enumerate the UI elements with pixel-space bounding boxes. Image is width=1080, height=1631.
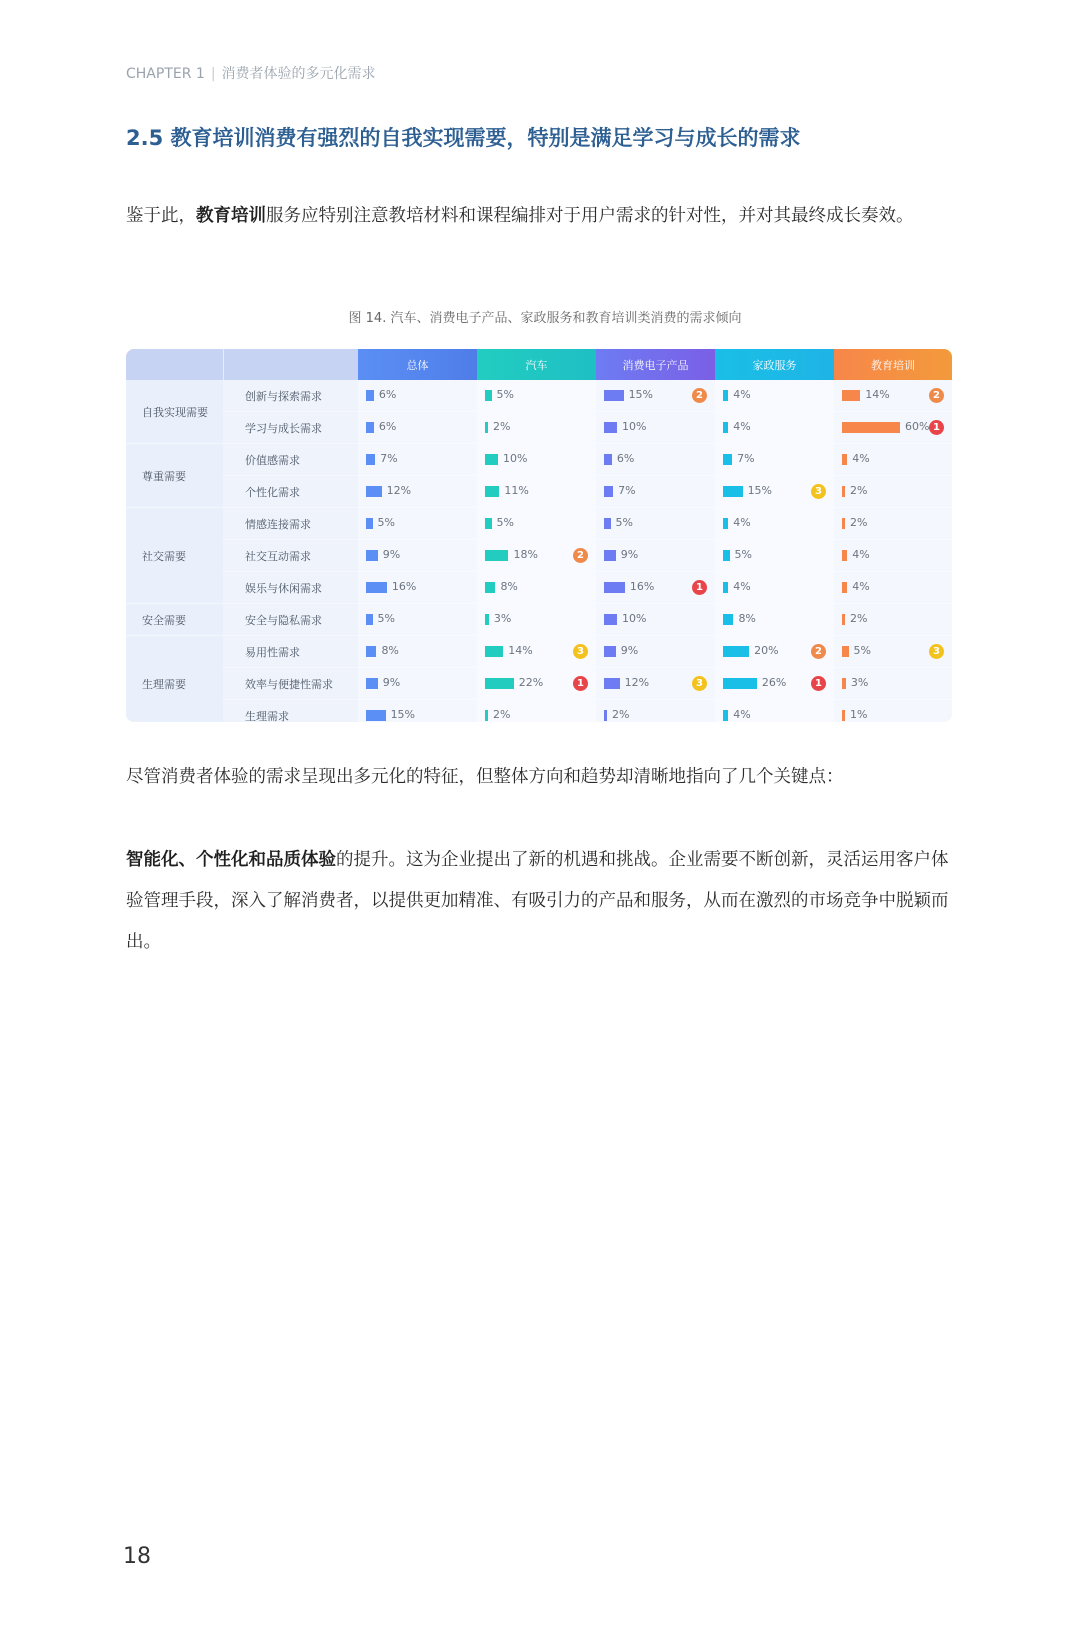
- value-cell: [477, 540, 596, 572]
- value-label: 4%: [852, 548, 870, 561]
- value-bar: [485, 582, 495, 593]
- value-label: 2%: [850, 612, 868, 625]
- value-bar: [366, 550, 378, 561]
- value-label: 60%: [905, 420, 930, 433]
- rank-badge: 1: [811, 676, 826, 691]
- need-group-label: 生理需要: [126, 636, 223, 723]
- value-bar: [723, 390, 728, 401]
- value-bar: [485, 678, 514, 689]
- value-bar: [604, 678, 620, 689]
- value-cell: [477, 508, 596, 540]
- value-cell: [715, 444, 834, 476]
- value-bar: [366, 710, 386, 721]
- value-cell: [715, 604, 834, 636]
- value-label: 5%: [853, 644, 871, 657]
- demand-table-container: [126, 349, 952, 722]
- chapter-label: CHAPTER 1: [126, 66, 205, 82]
- value-bar: [723, 582, 728, 593]
- value-label: 11%: [504, 484, 529, 497]
- summary-paragraph: 尽管消费者体验的需求呈现出多元化的特征，但整体方向和趋势却清晰地指向了几个关键点：: [126, 767, 844, 787]
- value-cell: [596, 476, 715, 508]
- need-group-label: 自我实现需要: [126, 380, 223, 444]
- value-cell: [596, 700, 715, 723]
- need-item-label: 生理需求: [223, 700, 358, 723]
- value-label: 15%: [390, 708, 416, 721]
- rank-badge: 1: [573, 676, 588, 691]
- value-label: 7%: [618, 484, 636, 497]
- demand-table: [126, 349, 952, 722]
- header-blank-group: [126, 349, 223, 380]
- value-label: 6%: [378, 420, 397, 433]
- table-row: [126, 572, 952, 604]
- value-label: 5%: [377, 612, 395, 625]
- value-bar: [485, 454, 498, 465]
- value-cell: [358, 668, 477, 700]
- value-bar: [723, 518, 728, 529]
- page-number: 18: [123, 1544, 151, 1569]
- value-bar: [723, 454, 732, 465]
- value-cell: [596, 636, 715, 668]
- conclusion-text-post: 的提升。这为企业提出了新的机遇和挑战。企业需要不断创新，灵活运用客户体验管理手段，深入了解消费者，以提供更加精准、有吸引力的产品和服务，从而在激烈的市场竞争中脱颖而出。: [126, 850, 949, 952]
- value-label: 7%: [380, 452, 398, 465]
- value-bar: [842, 454, 847, 465]
- value-bar: [842, 646, 849, 657]
- value-cell: [834, 636, 952, 668]
- value-label: 4%: [852, 452, 870, 465]
- value-bar: [604, 518, 611, 529]
- value-label: 3%: [493, 612, 512, 625]
- value-cell: [477, 572, 596, 604]
- column-header: 总体: [358, 349, 477, 380]
- value-label: 5%: [496, 388, 514, 401]
- value-cell: [834, 380, 952, 412]
- value-label: 4%: [733, 708, 751, 721]
- value-bar: [604, 422, 617, 433]
- value-cell: [477, 444, 596, 476]
- value-label: 5%: [377, 516, 395, 529]
- value-bar: [723, 614, 733, 625]
- value-cell: [834, 668, 952, 700]
- value-bar: [604, 614, 617, 625]
- rank-badge: 2: [929, 388, 944, 403]
- need-item-label: 安全与隐私需求: [223, 604, 358, 636]
- rank-badge: 2: [692, 388, 707, 403]
- table-body: [126, 380, 952, 722]
- value-cell: [834, 444, 952, 476]
- need-item-label: 学习与成长需求: [223, 412, 358, 444]
- value-cell: [596, 604, 715, 636]
- need-item-label: 娱乐与休闲需求: [223, 572, 358, 604]
- value-cell: [715, 508, 834, 540]
- value-label: 9%: [620, 548, 639, 561]
- value-label: 9%: [620, 644, 639, 657]
- value-cell: [834, 412, 952, 444]
- need-item-label: 效率与便捷性需求: [223, 668, 358, 700]
- table-row: [126, 604, 952, 636]
- table-row: [126, 412, 952, 444]
- value-bar: [842, 582, 847, 593]
- value-label: 10%: [503, 452, 528, 465]
- value-cell: [358, 636, 477, 668]
- value-label: 10%: [622, 420, 647, 433]
- value-label: 12%: [386, 484, 412, 497]
- need-group-label: 尊重需要: [126, 444, 223, 508]
- value-label: 16%: [629, 580, 655, 593]
- value-cell: [596, 572, 715, 604]
- value-cell: [358, 476, 477, 508]
- value-cell: [715, 572, 834, 604]
- value-bar: [723, 550, 730, 561]
- value-label: 15%: [747, 484, 773, 497]
- need-item-label: 个性化需求: [223, 476, 358, 508]
- value-cell: [477, 636, 596, 668]
- value-bar: [366, 678, 378, 689]
- value-label: 20%: [754, 644, 779, 657]
- value-cell: [358, 380, 477, 412]
- value-bar: [604, 646, 616, 657]
- value-label: 9%: [382, 676, 401, 689]
- value-label: 2%: [493, 708, 511, 721]
- value-cell: [596, 668, 715, 700]
- need-group-label: 安全需要: [126, 604, 223, 636]
- section-title: 2.5 教育培训消费有强烈的自我实现需要，特别是满足学习与成长的需求: [126, 126, 801, 150]
- value-label: 4%: [733, 580, 751, 593]
- value-bar: [485, 646, 503, 657]
- value-label: 4%: [733, 420, 751, 433]
- value-cell: [715, 380, 834, 412]
- table-header-row: [126, 349, 952, 380]
- value-label: 15%: [628, 388, 654, 401]
- rank-badge: 3: [811, 484, 826, 499]
- value-cell: [834, 700, 952, 723]
- table-row: [126, 636, 952, 668]
- value-bar: [842, 678, 846, 689]
- need-item-label: 情感连接需求: [223, 508, 358, 540]
- value-bar: [842, 710, 845, 721]
- value-label: 4%: [733, 388, 751, 401]
- value-label: 9%: [382, 548, 401, 561]
- table-row: [126, 700, 952, 723]
- column-header: 家政服务: [715, 349, 834, 380]
- intro-paragraph: [126, 196, 964, 237]
- value-cell: [477, 604, 596, 636]
- value-bar: [366, 454, 375, 465]
- value-label: 6%: [616, 452, 635, 465]
- rank-badge: 3: [573, 644, 588, 659]
- value-bar: [723, 710, 728, 721]
- need-item-label: 社交互动需求: [223, 540, 358, 572]
- figure-caption: 图 14. 汽车、消费电子产品、家政服务和教育培训类消费的需求倾向: [348, 311, 742, 326]
- value-bar: [604, 550, 616, 561]
- intro-text-pre: 鉴于此，: [126, 206, 196, 226]
- value-bar: [723, 422, 728, 433]
- table-row: [126, 476, 952, 508]
- intro-text-bold: 教育培训: [196, 206, 266, 226]
- table-row: [126, 444, 952, 476]
- value-label: 5%: [615, 516, 633, 529]
- value-label: 12%: [624, 676, 650, 689]
- value-cell: [477, 700, 596, 723]
- value-cell: [596, 444, 715, 476]
- intro-text-post: 服务应特别注意教培材料和课程编排对于用户需求的针对性，并对其最终成长奏效。: [266, 206, 914, 226]
- value-bar: [485, 710, 488, 721]
- chapter-separator: |: [210, 66, 216, 82]
- value-cell: [358, 444, 477, 476]
- value-cell: [834, 540, 952, 572]
- value-label: 8%: [738, 612, 756, 625]
- conclusion-text-bold: 智能化、个性化和品质体验: [126, 850, 336, 870]
- value-cell: [596, 412, 715, 444]
- value-label: 16%: [391, 580, 417, 593]
- value-bar: [604, 710, 607, 721]
- value-label: 22%: [518, 676, 544, 689]
- need-item-label: 创新与探索需求: [223, 380, 358, 412]
- value-label: 18%: [513, 548, 538, 561]
- value-bar: [485, 550, 508, 561]
- value-label: 8%: [381, 644, 399, 657]
- value-bar: [366, 582, 387, 593]
- value-bar: [366, 422, 374, 433]
- header-blank-item: [223, 349, 358, 380]
- value-bar: [723, 678, 757, 689]
- rank-badge: 3: [692, 676, 707, 691]
- value-cell: [834, 572, 952, 604]
- need-item-label: 易用性需求: [223, 636, 358, 668]
- value-bar: [723, 646, 749, 657]
- value-label: 5%: [496, 516, 514, 529]
- value-bar: [366, 518, 373, 529]
- value-label: 5%: [734, 548, 752, 561]
- value-cell: [358, 604, 477, 636]
- table-row: [126, 668, 952, 700]
- value-cell: [715, 412, 834, 444]
- value-cell: [834, 604, 952, 636]
- value-label: 2%: [850, 516, 868, 529]
- value-bar: [366, 646, 376, 657]
- value-cell: [477, 380, 596, 412]
- value-bar: [366, 614, 373, 625]
- rank-badge: 1: [692, 580, 707, 595]
- value-bar: [842, 422, 900, 433]
- column-header: 汽车: [477, 349, 596, 380]
- value-bar: [485, 518, 492, 529]
- value-label: 2%: [850, 484, 868, 497]
- value-cell: [358, 540, 477, 572]
- value-cell: [715, 636, 834, 668]
- value-label: 3%: [850, 676, 869, 689]
- value-bar: [366, 390, 374, 401]
- value-label: 8%: [500, 580, 518, 593]
- value-cell: [596, 508, 715, 540]
- value-label: 26%: [761, 676, 787, 689]
- chapter-title: 消费者体验的多元化需求: [221, 66, 376, 82]
- value-cell: [715, 540, 834, 572]
- value-bar: [842, 614, 845, 625]
- value-label: 1%: [850, 708, 868, 721]
- value-bar: [842, 518, 845, 529]
- value-bar: [485, 614, 489, 625]
- value-cell: [358, 572, 477, 604]
- rank-badge: 2: [573, 548, 588, 563]
- value-cell: [358, 412, 477, 444]
- value-cell: [715, 668, 834, 700]
- value-label: 7%: [737, 452, 755, 465]
- chapter-header: [126, 63, 376, 83]
- value-bar: [604, 454, 612, 465]
- value-bar: [723, 486, 743, 497]
- table-row: [126, 508, 952, 540]
- value-label: 6%: [378, 388, 397, 401]
- rank-badge: 2: [811, 644, 826, 659]
- value-cell: [834, 508, 952, 540]
- value-bar: [604, 582, 625, 593]
- value-bar: [366, 486, 382, 497]
- table-row: [126, 540, 952, 572]
- table-row: [126, 380, 952, 412]
- need-group-label: 社交需要: [126, 508, 223, 604]
- column-header: 教育培训: [834, 349, 952, 380]
- value-bar: [485, 422, 488, 433]
- rank-badge: 1: [929, 420, 944, 435]
- value-cell: [477, 412, 596, 444]
- value-bar: [842, 486, 845, 497]
- need-item-label: 价值感需求: [223, 444, 358, 476]
- value-bar: [485, 486, 499, 497]
- value-cell: [477, 476, 596, 508]
- value-label: 2%: [493, 420, 511, 433]
- value-cell: [715, 700, 834, 723]
- value-bar: [842, 550, 847, 561]
- value-label: 4%: [733, 516, 751, 529]
- value-cell: [596, 540, 715, 572]
- value-bar: [485, 390, 492, 401]
- value-cell: [834, 476, 952, 508]
- rank-badge: 3: [929, 644, 944, 659]
- value-label: 4%: [852, 580, 870, 593]
- value-bar: [604, 390, 624, 401]
- value-bar: [604, 486, 613, 497]
- value-cell: [358, 700, 477, 723]
- value-label: 2%: [612, 708, 630, 721]
- conclusion-paragraph: [126, 840, 964, 963]
- value-label: 14%: [865, 388, 890, 401]
- value-bar: [842, 390, 860, 401]
- value-label: 10%: [622, 612, 647, 625]
- value-cell: [358, 508, 477, 540]
- value-cell: [596, 380, 715, 412]
- value-label: 14%: [508, 644, 533, 657]
- column-header: 消费电子产品: [596, 349, 715, 380]
- value-cell: [715, 476, 834, 508]
- value-cell: [477, 668, 596, 700]
